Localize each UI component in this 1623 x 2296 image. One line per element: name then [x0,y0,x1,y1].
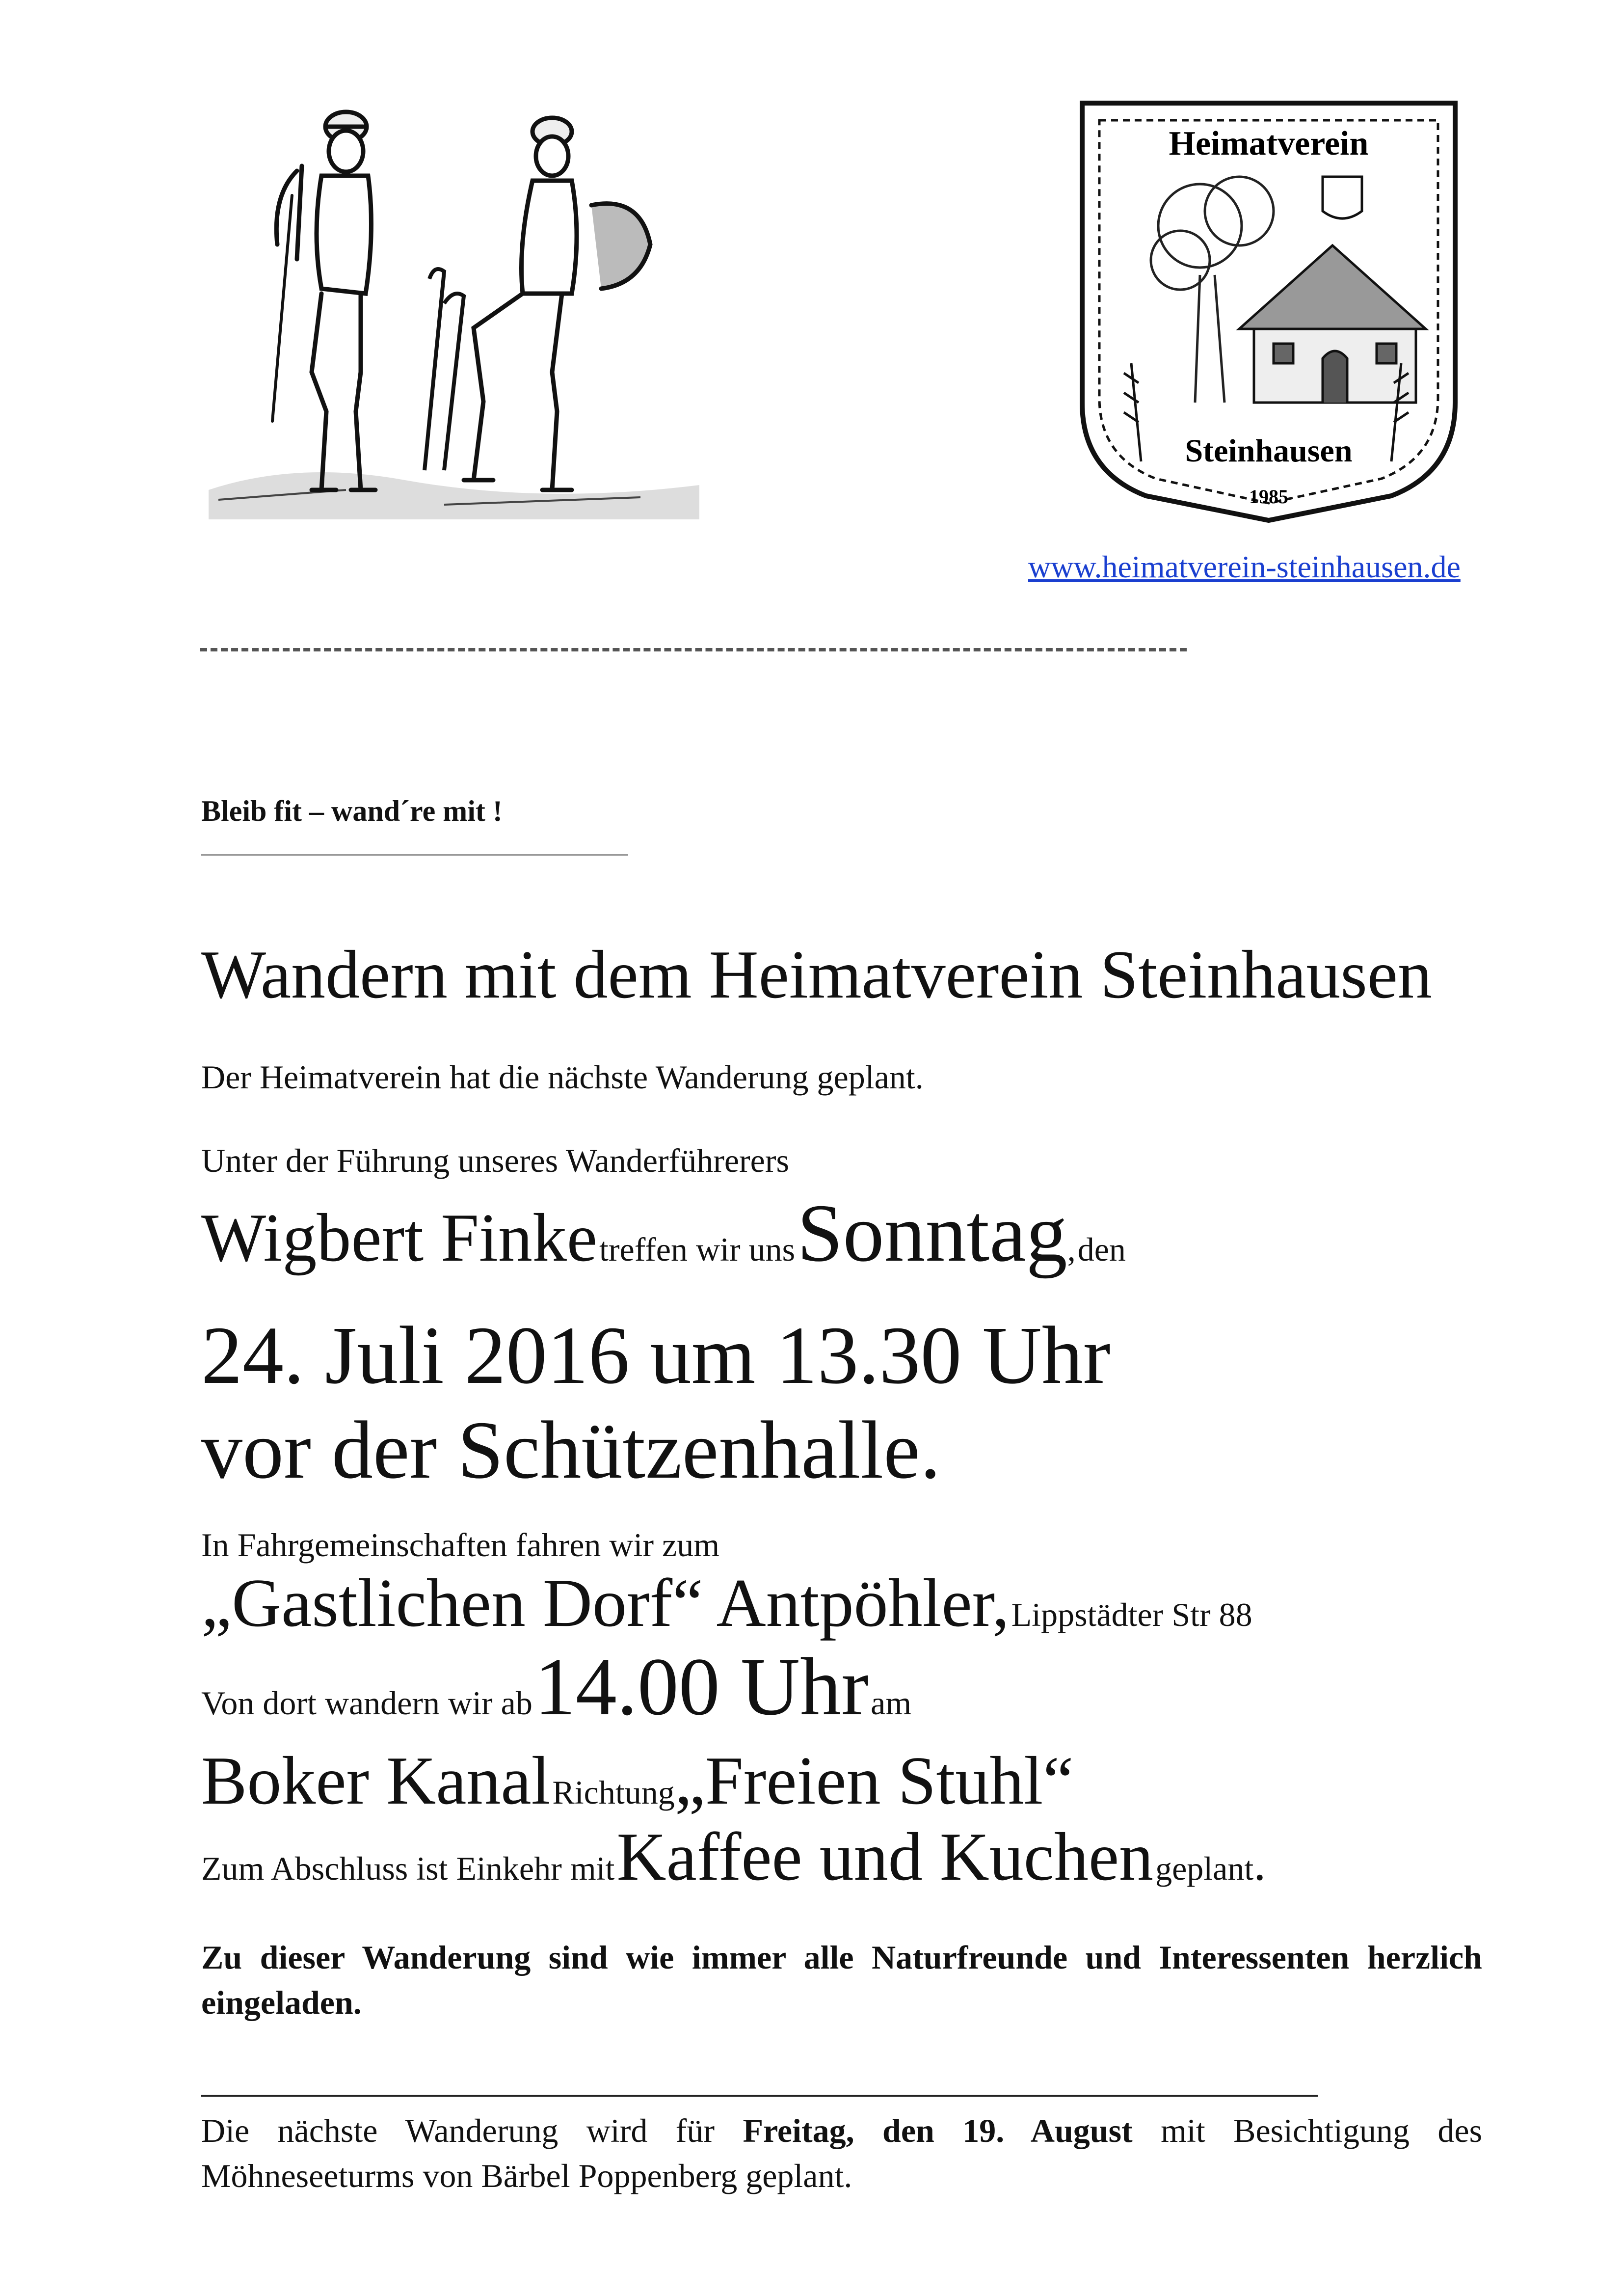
route-canal: Boker Kanal [201,1743,551,1819]
closing-highlight: Kaffee und Kuchen [616,1819,1154,1895]
destination-line [201,1565,1252,1641]
hikers-illustration [199,97,709,520]
website-link[interactable]: www.heimatverein-steinhausen.de [1028,549,1461,584]
crest-name: Steinhausen [1185,433,1353,469]
closing-post: geplant [1155,1850,1254,1887]
leader-mid: treffen wir uns [599,1231,796,1268]
footer-divider [201,2095,1318,2097]
heimatverein-crest-logo [1077,98,1460,525]
intro-text: Der Heimatverein hat die nächste Wanderung geplant. [201,1058,924,1096]
closing-line [201,1819,1266,1895]
leader-intro: Unter der Führung unseres Wanderführerers [201,1142,789,1179]
meeting-day-comma: , [1067,1231,1076,1268]
destination-name: „Gastlichen Dorf“ Antpöhler, [201,1565,1010,1641]
route-line [201,1743,1074,1819]
crest-year: 1985 [1249,486,1288,508]
leader-name: Wigbert Finke [201,1200,597,1276]
meeting-day: Sonntag [797,1188,1067,1279]
footer-post: mit Besichtigung des Möhneseeturms von Bärbel Poppenberg geplant. [201,2112,1483,2194]
crest-title: Heimatverein [1169,125,1369,162]
route-direction: Richtung [552,1774,675,1811]
closing-pre: Zum Abschluss ist Einkehr mit [201,1850,615,1887]
footer-date: Freitag, den 19. August [743,2112,1133,2149]
page-title: Wandern mit dem Heimatverein Steinhausen [201,937,1432,1013]
hike-time: 14.00 Uhr [534,1641,869,1732]
leader-line [201,1188,1126,1279]
hike-post: am [871,1684,912,1722]
leader-den: den [1077,1231,1126,1268]
place-line: vor der Schützenhalle. [201,1405,941,1496]
hike-line [201,1641,912,1732]
hike-pre: Von dort wandern wir ab [201,1684,532,1722]
date-block [201,1308,1111,1498]
slogan: Bleib fit – wand´re mit ! [201,795,503,827]
slogan-underline [201,854,628,856]
footer-text [201,2108,1482,2199]
date-line: 24. Juli 2016 um 13.30 Uhr [201,1310,1111,1401]
destination-address: Lippstädter Str 88 [1011,1596,1252,1633]
invitation-text: Zu dieser Wanderung sind wie immer alle Naturfreunde und Interessenten herzlich eingeladen. [201,1939,1482,2021]
closing-period: . [1253,1836,1266,1891]
route-target: „Freien Stuhl“ [674,1743,1074,1819]
carpool-text: In Fahrgemeinschaften fahren wir zum [201,1526,720,1564]
header-divider [200,648,1187,651]
footer-pre: Die nächste Wanderung wird für [201,2112,715,2149]
